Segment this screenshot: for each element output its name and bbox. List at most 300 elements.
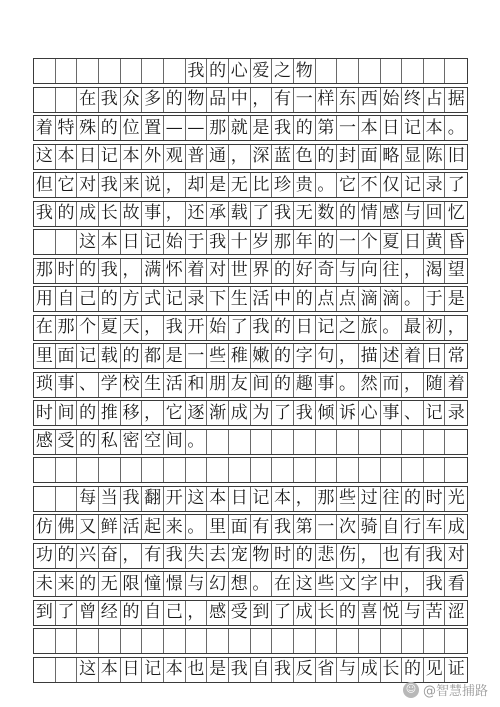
grid-cell: ， xyxy=(229,145,251,169)
grid-cell: 蓝 xyxy=(272,145,294,169)
grid-cell: 对 xyxy=(207,259,229,283)
text-row xyxy=(33,286,468,312)
grid-cell: 无 xyxy=(294,202,316,226)
grid-cell: 憧 xyxy=(142,572,164,596)
grid-cell: 记 xyxy=(402,116,424,140)
grid-cell: 事 xyxy=(381,401,403,425)
grid-cell: 成 xyxy=(77,202,99,226)
grid-cell xyxy=(34,230,56,254)
grid-cell xyxy=(121,458,143,482)
grid-cell: 。 xyxy=(402,287,424,311)
grid-cell: 中 xyxy=(272,287,294,311)
text-row xyxy=(33,486,468,512)
grid-cell: 空 xyxy=(142,430,164,454)
grid-cell xyxy=(402,59,424,83)
grid-cell: ， xyxy=(337,344,359,368)
text-row xyxy=(33,87,468,113)
grid-cell: 世 xyxy=(229,259,251,283)
grid-cell: 去 xyxy=(207,544,229,568)
grid-cell: 次 xyxy=(337,515,359,539)
grid-cell: 我 xyxy=(99,259,121,283)
grid-cell xyxy=(424,629,446,653)
grid-cell: 奇 xyxy=(316,259,338,283)
grid-cell: 于 xyxy=(186,230,208,254)
grid-cell: 最 xyxy=(402,316,424,340)
grid-cell: 幻 xyxy=(207,572,229,596)
grid-cell: 而 xyxy=(381,373,403,397)
grid-cell xyxy=(142,629,164,653)
grid-cell: ， xyxy=(251,88,273,112)
grid-cell: 。 xyxy=(251,572,273,596)
grid-cell: 个 xyxy=(359,230,381,254)
grid-cell: 开 xyxy=(164,487,186,511)
grid-cell: 不 xyxy=(359,173,381,197)
grid-cell xyxy=(337,430,359,454)
grid-cell: 与 xyxy=(402,601,424,625)
grid-cell: 点 xyxy=(316,287,338,311)
grid-cell xyxy=(121,629,143,653)
grid-cell: 面 xyxy=(359,145,381,169)
grid-cell: 那 xyxy=(56,316,78,340)
grid-cell: ， xyxy=(402,572,424,596)
grid-cell: 之 xyxy=(272,59,294,83)
grid-cell: 朋 xyxy=(207,373,229,397)
grid-cell: 往 xyxy=(381,259,403,283)
grid-cell: 数 xyxy=(316,202,338,226)
grid-cell: 感 xyxy=(34,430,56,454)
grid-cell xyxy=(381,458,403,482)
grid-cell: 点 xyxy=(337,287,359,311)
title-row xyxy=(33,58,468,84)
grid-cell: 我 xyxy=(424,572,446,596)
grid-cell: 置 xyxy=(142,116,164,140)
grid-cell: 翻 xyxy=(142,487,164,511)
grid-cell: 的 xyxy=(272,316,294,340)
grid-cell: 推 xyxy=(99,401,121,425)
grid-cell: 中 xyxy=(381,572,403,596)
grid-cell: 记 xyxy=(142,658,164,682)
grid-cell: 到 xyxy=(251,601,273,625)
grid-cell: 我 xyxy=(272,116,294,140)
grid-cell: 又 xyxy=(77,515,99,539)
grid-cell xyxy=(164,59,186,83)
grid-cell: 外 xyxy=(142,145,164,169)
grid-cell: 我 xyxy=(164,544,186,568)
grid-cell: 无 xyxy=(99,572,121,596)
grid-cell xyxy=(294,458,316,482)
grid-cell: 我 xyxy=(251,316,273,340)
grid-cell: 倾 xyxy=(316,401,338,425)
grid-cell: 夏 xyxy=(381,230,403,254)
grid-cell: 式 xyxy=(142,287,164,311)
grid-cell: 向 xyxy=(359,259,381,283)
grid-cell: ， xyxy=(447,317,465,337)
grid-cell: — xyxy=(186,116,208,140)
grid-paper xyxy=(33,58,468,679)
grid-cell: 位 xyxy=(121,116,143,140)
grid-cell xyxy=(56,88,78,112)
grid-cell: 心 xyxy=(229,59,251,83)
grid-cell: 这 xyxy=(77,658,99,682)
grid-cell: 它 xyxy=(337,173,359,197)
grid-cell: 和 xyxy=(186,373,208,397)
grid-cell: 夏 xyxy=(99,316,121,340)
grid-cell: 的 xyxy=(402,658,424,682)
grid-cell: 曾 xyxy=(77,601,99,625)
grid-cell xyxy=(424,430,446,454)
grid-cell: 了 xyxy=(272,601,294,625)
grid-cell: 无 xyxy=(229,173,251,197)
grid-cell xyxy=(56,487,78,511)
grid-cell: 记 xyxy=(99,145,121,169)
grid-cell xyxy=(337,59,359,83)
grid-cell xyxy=(381,59,403,83)
grid-cell: 我 xyxy=(99,173,121,197)
text-row xyxy=(33,571,468,597)
grid-cell: 学 xyxy=(99,373,121,397)
grid-cell: 是 xyxy=(251,116,273,140)
grid-cell: 。 xyxy=(316,173,338,197)
grid-cell: 了 xyxy=(251,202,273,226)
grid-cell: 感 xyxy=(381,202,403,226)
grid-cell: 本 xyxy=(56,145,78,169)
grid-cell: 我 xyxy=(121,487,143,511)
grid-cell: ， xyxy=(142,401,164,425)
grid-cell: 样 xyxy=(316,88,338,112)
grid-cell: 是 xyxy=(207,173,229,197)
grid-cell: 物 xyxy=(251,544,273,568)
grid-cell xyxy=(207,430,229,454)
grid-cell: 旅 xyxy=(359,316,381,340)
grid-cell: 长 xyxy=(99,202,121,226)
grid-cell: 通 xyxy=(207,145,229,169)
grid-cell: 在 xyxy=(34,316,56,340)
grid-cell: 这 xyxy=(34,145,56,169)
grid-cell: 了 xyxy=(56,601,78,625)
grid-cell xyxy=(445,458,467,482)
grid-cell: ， xyxy=(121,259,143,283)
grid-cell: 的 xyxy=(294,116,316,140)
grid-cell: 封 xyxy=(337,145,359,169)
grid-cell: 我 xyxy=(34,202,56,226)
grid-cell: 琐 xyxy=(34,373,56,397)
grid-cell xyxy=(164,458,186,482)
text-row xyxy=(33,457,468,483)
grid-cell: 嫩 xyxy=(251,344,273,368)
grid-cell: 渴 xyxy=(424,259,446,283)
grid-cell xyxy=(186,629,208,653)
grid-cell: 间 xyxy=(164,430,186,454)
grid-cell: 这 xyxy=(294,572,316,596)
grid-cell: 每 xyxy=(77,487,99,511)
grid-cell: 终 xyxy=(402,88,424,112)
grid-cell: 我 xyxy=(294,401,316,425)
grid-cell xyxy=(229,629,251,653)
grid-cell: 自 xyxy=(251,658,273,682)
grid-cell xyxy=(77,59,99,83)
grid-cell: 一 xyxy=(316,515,338,539)
grid-cell xyxy=(99,629,121,653)
grid-cell: 的 xyxy=(316,230,338,254)
grid-cell: 开 xyxy=(186,316,208,340)
grid-cell: 文 xyxy=(337,572,359,596)
text-row xyxy=(33,600,468,626)
grid-cell: 日 xyxy=(381,116,403,140)
grid-cell xyxy=(337,458,359,482)
grid-cell xyxy=(34,487,56,511)
grid-cell: 方 xyxy=(121,287,143,311)
grid-cell xyxy=(121,59,143,83)
grid-cell xyxy=(402,629,424,653)
grid-cell: 了 xyxy=(272,401,294,425)
grid-cell: 比 xyxy=(251,173,273,197)
grid-cell: 但 xyxy=(34,173,56,197)
grid-cell: 移 xyxy=(121,401,143,425)
grid-cell: 了 xyxy=(229,316,251,340)
grid-cell: 忆 xyxy=(447,203,465,223)
text-row xyxy=(33,229,468,255)
grid-cell: ， xyxy=(402,373,424,397)
grid-cell: 然 xyxy=(359,373,381,397)
grid-cell: 成 xyxy=(359,658,381,682)
grid-cell xyxy=(34,88,56,112)
grid-cell: 看 xyxy=(447,573,465,594)
grid-cell: 记 xyxy=(316,316,338,340)
grid-cell xyxy=(77,458,99,482)
grid-cell: 记 xyxy=(251,487,273,511)
grid-cell: 天 xyxy=(121,316,143,340)
grid-cell: 生 xyxy=(229,287,251,311)
grid-cell: 于 xyxy=(424,287,446,311)
grid-cell: 旧 xyxy=(447,146,465,166)
grid-cell: 伤 xyxy=(337,544,359,568)
grid-cell: 贵 xyxy=(294,173,316,197)
grid-cell: 自 xyxy=(56,287,78,311)
grid-cell: 苦 xyxy=(424,601,446,625)
grid-cell: 一 xyxy=(294,88,316,112)
grid-cell: 着 xyxy=(186,259,208,283)
grid-cell: 它 xyxy=(164,401,186,425)
grid-cell xyxy=(381,430,403,454)
grid-cell xyxy=(56,658,78,682)
grid-cell: ， xyxy=(359,544,381,568)
grid-cell xyxy=(56,458,78,482)
grid-cell: 也 xyxy=(186,658,208,682)
grid-cell: 逐 xyxy=(186,401,208,425)
grid-cell: 日 xyxy=(121,230,143,254)
grid-cell: 的 xyxy=(294,287,316,311)
grid-cell: 占 xyxy=(424,88,446,112)
grid-cell: 我 xyxy=(272,515,294,539)
grid-cell: 想 xyxy=(229,572,251,596)
text-row xyxy=(33,343,468,369)
grid-cell xyxy=(272,629,294,653)
grid-cell: 对 xyxy=(447,545,465,565)
grid-cell: 中 xyxy=(229,88,251,112)
grid-cell xyxy=(251,430,273,454)
grid-cell xyxy=(99,59,121,83)
grid-cell: 喜 xyxy=(359,601,381,625)
grid-cell xyxy=(272,430,294,454)
grid-cell: 的 xyxy=(272,373,294,397)
grid-cell: 个 xyxy=(77,316,99,340)
grid-cell: 昏 xyxy=(447,231,465,252)
grid-cell: 了 xyxy=(447,174,465,195)
grid-cell: 记 xyxy=(77,344,99,368)
text-row xyxy=(33,201,468,227)
grid-cell: 密 xyxy=(121,430,143,454)
grid-cell: 事 xyxy=(142,202,164,226)
grid-cell: 的 xyxy=(337,601,359,625)
grid-cell: 到 xyxy=(34,601,56,625)
grid-cell: 述 xyxy=(381,344,403,368)
grid-cell: 本 xyxy=(121,145,143,169)
grid-cell: 的 xyxy=(77,259,99,283)
grid-cell: 却 xyxy=(186,173,208,197)
grid-cell: 句 xyxy=(316,344,338,368)
grid-cell xyxy=(402,430,424,454)
grid-cell: 未 xyxy=(34,572,56,596)
grid-cell: 爱 xyxy=(251,59,273,83)
grid-cell: 间 xyxy=(56,401,78,425)
grid-cell: 那 xyxy=(207,116,229,140)
grid-cell: 西 xyxy=(359,88,381,112)
grid-cell: 有 xyxy=(251,515,273,539)
grid-cell: 本 xyxy=(164,658,186,682)
grid-cell: 记 xyxy=(424,401,446,425)
grid-cell: 兴 xyxy=(77,544,99,568)
grid-cell: 成 xyxy=(294,601,316,625)
grid-cell: 好 xyxy=(294,259,316,283)
grid-cell: 一 xyxy=(337,116,359,140)
grid-cell: 己 xyxy=(164,601,186,625)
grid-cell: 多 xyxy=(142,88,164,112)
grid-cell: 些 xyxy=(207,344,229,368)
grid-cell: 在 xyxy=(272,572,294,596)
grid-cell: 本 xyxy=(272,487,294,511)
grid-cell: 时 xyxy=(34,401,56,425)
text-row xyxy=(33,144,468,170)
grid-cell: ， xyxy=(186,601,208,625)
grid-cell: 显 xyxy=(402,145,424,169)
grid-cell: 本 xyxy=(99,658,121,682)
grid-cell xyxy=(359,458,381,482)
grid-cell xyxy=(251,629,273,653)
grid-cell: 的 xyxy=(207,59,229,83)
grid-cell: 感 xyxy=(207,601,229,625)
grid-cell xyxy=(164,629,186,653)
grid-cell xyxy=(186,458,208,482)
grid-cell: ， xyxy=(294,487,316,511)
grid-cell: 的 xyxy=(272,259,294,283)
grid-cell: 自 xyxy=(381,515,403,539)
grid-cell: ， xyxy=(164,173,186,197)
grid-cell xyxy=(207,458,229,482)
grid-cell: 的 xyxy=(99,116,121,140)
grid-cell: 往 xyxy=(381,487,403,511)
grid-cell: 来 xyxy=(121,173,143,197)
grid-cell: 来 xyxy=(164,515,186,539)
grid-cell: 成 xyxy=(229,401,251,425)
text-row xyxy=(33,429,468,455)
grid-cell: 日 xyxy=(424,344,446,368)
grid-cell xyxy=(294,629,316,653)
grid-cell: 记 xyxy=(164,287,186,311)
grid-cell: 还 xyxy=(186,202,208,226)
grid-cell: 时 xyxy=(272,544,294,568)
grid-cell: 用 xyxy=(34,287,56,311)
text-row xyxy=(33,628,468,654)
grid-cell: 与 xyxy=(337,259,359,283)
grid-cell: ， xyxy=(142,316,164,340)
grid-cell: 着 xyxy=(402,344,424,368)
grid-cell: 始 xyxy=(381,88,403,112)
grid-cell: 东 xyxy=(337,88,359,112)
grid-cell: 第 xyxy=(294,515,316,539)
grid-cell: 生 xyxy=(142,373,164,397)
grid-cell: 情 xyxy=(359,202,381,226)
grid-cell: 经 xyxy=(99,601,121,625)
grid-cell: 活 xyxy=(251,287,273,311)
grid-cell: 有 xyxy=(142,544,164,568)
grid-cell: 也 xyxy=(381,544,403,568)
grid-cell: 见 xyxy=(424,658,446,682)
grid-cell: 载 xyxy=(99,344,121,368)
grid-cell: 本 xyxy=(207,487,229,511)
grid-cell: 这 xyxy=(77,230,99,254)
grid-cell: 就 xyxy=(229,116,251,140)
grid-cell: 物 xyxy=(186,88,208,112)
grid-cell: 仿 xyxy=(34,515,56,539)
grid-cell: 陈 xyxy=(424,145,446,169)
grid-cell: 录 xyxy=(424,173,446,197)
grid-cell: 一 xyxy=(337,230,359,254)
grid-cell: 、 xyxy=(77,373,99,397)
grid-cell: 下 xyxy=(207,287,229,311)
grid-cell: 岁 xyxy=(251,230,273,254)
grid-cell: 的 xyxy=(121,601,143,625)
grid-cell: 随 xyxy=(424,373,446,397)
grid-cell: 仅 xyxy=(381,173,403,197)
grid-cell: 里 xyxy=(34,344,56,368)
grid-cell: 光 xyxy=(447,488,465,508)
grid-cell: 字 xyxy=(359,572,381,596)
grid-cell: 。 xyxy=(381,316,403,340)
grid-cell: 是 xyxy=(447,288,465,309)
grid-cell: 与 xyxy=(337,658,359,682)
grid-cell: 录 xyxy=(447,402,465,423)
grid-cell: 自 xyxy=(142,601,164,625)
grid-cell: 来 xyxy=(56,572,78,596)
text-row xyxy=(33,514,468,540)
grid-cell xyxy=(359,629,381,653)
grid-cell: 滴 xyxy=(381,287,403,311)
grid-cell: 车 xyxy=(424,515,446,539)
grid-cell: 载 xyxy=(229,202,251,226)
grid-cell: 常 xyxy=(447,345,465,366)
grid-cell: 长 xyxy=(381,658,403,682)
grid-cell: 的 xyxy=(337,202,359,226)
grid-cell: 我 xyxy=(229,658,251,682)
grid-cell: 过 xyxy=(359,487,381,511)
grid-cell xyxy=(337,629,359,653)
grid-cell: 骑 xyxy=(359,515,381,539)
grid-cell: 日 xyxy=(402,230,424,254)
grid-cell: 始 xyxy=(207,316,229,340)
grid-cell: 本 xyxy=(99,230,121,254)
grid-cell: 憬 xyxy=(164,572,186,596)
text-row xyxy=(33,657,468,683)
